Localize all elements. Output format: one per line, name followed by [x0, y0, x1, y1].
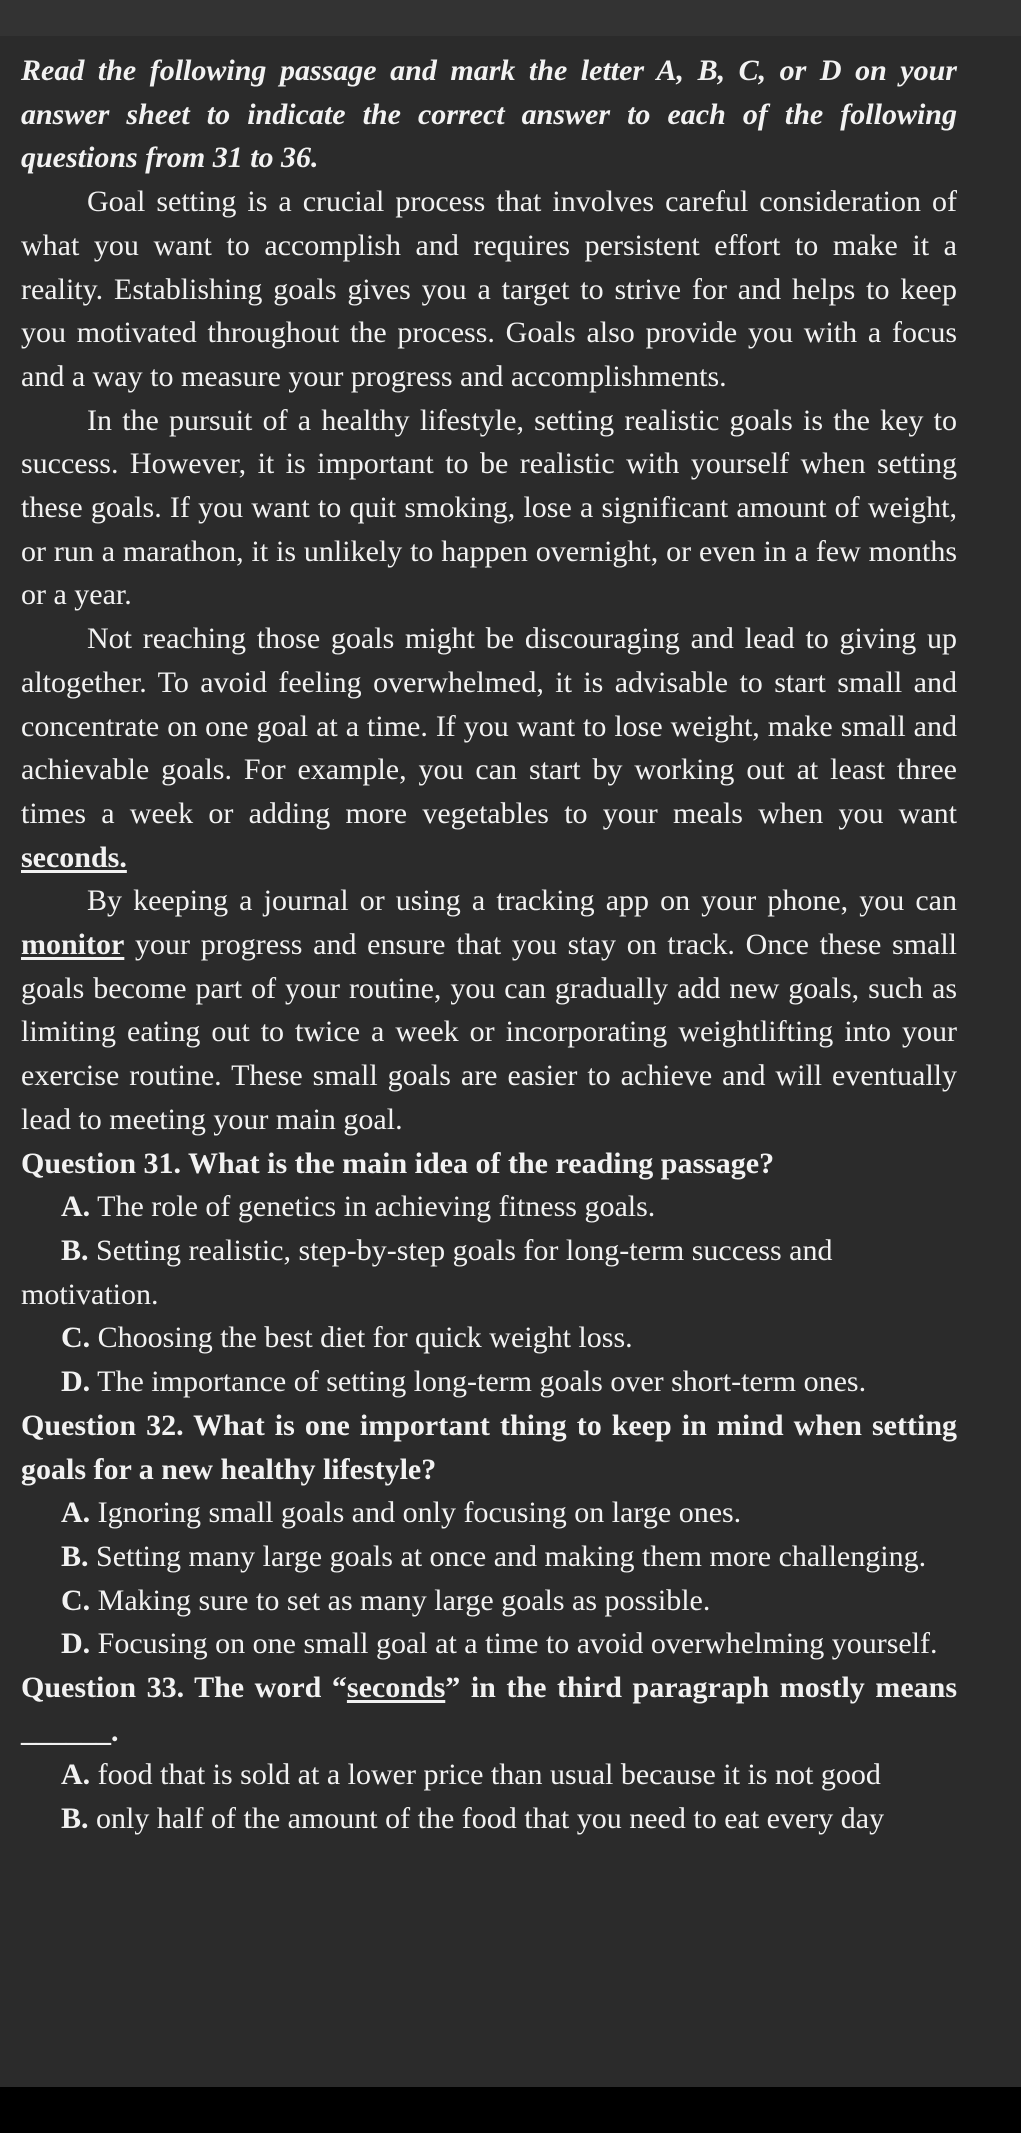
question-33-stem-end: ” in the third paragraph mostly means ______. [21, 1671, 957, 1748]
question-31-option-b[interactable] [21, 1229, 957, 1316]
question-32-option-a[interactable] [21, 1491, 957, 1535]
question-31-option-a[interactable] [21, 1185, 957, 1229]
bottom-bar [0, 2087, 1021, 2133]
option-text: Making sure to set as many large goals as possible. [90, 1583, 711, 1617]
question-32-stem: Question 32. What is one important thing to keep in mind when setting goals for a new healthy lifestyle? [21, 1408, 957, 1486]
document-content [21, 49, 957, 1841]
question-32-option-b[interactable] [21, 1535, 957, 1579]
question-33-option-a[interactable] [21, 1753, 957, 1797]
question-31-option-d[interactable] [21, 1360, 957, 1404]
option-letter: A. [61, 1496, 91, 1530]
paragraph-3-text: Not reaching those goals might be discouraging and lead to giving up altogether. To avoid feeling overwhelmed, it is advisable to start small and concentrate on one goal at a time. If you want to lose weight, make small and achievable goals. For example, you can start by working out at least three times a week or adding more vegetables to your meals when you want [21, 622, 957, 830]
passage-paragraph-2: In the pursuit of a healthy lifestyle, setting realistic goals is the key to success. However, it is important to be realistic with yourself when setting these goals. If you want to quit smoking, lose a significant amount of weight, or run a marathon, it is unlikely to happen overnight, or even in a few months or a year. [21, 403, 957, 612]
question-32-option-d[interactable] [21, 1622, 957, 1666]
paragraph-4-text-start: By keeping a journal or using a tracking app on your phone, you can [87, 884, 957, 918]
top-bar [0, 0, 1021, 36]
question-33-stem-start: Question 33. The word “ [21, 1671, 347, 1705]
paragraph-4-text-end: your progress and ensure that you stay on track. Once these small goals become part of your routine, you can gradually add new goals, such as limiting eating out to twice a week or incorporating weightlifting into your exercise routine. These small goals are easier to achieve and will eventually lead to meeting your main goal. [21, 928, 957, 1136]
passage-paragraph-3 [21, 617, 957, 879]
option-text: Setting realistic, step-by-step goals for long-term success and motivation. [21, 1233, 833, 1311]
underlined-word-seconds-q33: seconds [346, 1671, 446, 1705]
question-32-option-c[interactable] [21, 1579, 957, 1623]
option-text: Ignoring small goals and only focusing on large ones. [90, 1496, 742, 1530]
instruction: Read the following passage and mark the letter A, B, C, or D on your answer sheet to indicate the correct answer to each of the following questions from 31 to 36. [21, 54, 957, 175]
question-33-stem [21, 1666, 957, 1753]
option-letter: D. [61, 1627, 91, 1661]
option-text: food that is sold at a lower price than usual because it is not good [90, 1758, 881, 1792]
option-text: only half of the amount of the food that you need to eat every day [88, 1802, 885, 1836]
option-letter: B. [61, 1802, 89, 1836]
question-31-stem: Question 31. What is the main idea of the reading passage? [21, 1146, 775, 1180]
passage-paragraph-1: Goal setting is a crucial process that involves careful consideration of what you want to accomplish and requires persistent effort to make it a reality. Establishing goals gives you a target to strive for and helps to keep you motivated throughout the process. Goals also provide you with a focus and a way to measure your progress and accomplishments. [21, 185, 957, 393]
option-text: The role of genetics in achieving fitness goals. [90, 1190, 656, 1224]
option-letter: B. [61, 1539, 89, 1573]
option-letter: A. [61, 1190, 91, 1224]
option-text: The importance of setting long-term goals over short-term ones. [90, 1365, 867, 1399]
option-text: Choosing the best diet for quick weight loss. [90, 1321, 633, 1355]
option-letter: B. [61, 1233, 89, 1267]
option-text: Setting many large goals at once and making them more challenging. [88, 1539, 927, 1573]
option-text: Focusing on one small goal at a time to avoid overwhelming yourself. [90, 1627, 938, 1661]
option-letter: D. [61, 1365, 91, 1399]
option-letter: A. [61, 1758, 91, 1792]
question-31-option-c[interactable] [21, 1316, 957, 1360]
passage-paragraph-4 [21, 879, 957, 1141]
underlined-word-seconds: seconds. [21, 840, 127, 874]
question-33-option-b[interactable] [21, 1797, 957, 1841]
underlined-word-monitor: monitor [21, 928, 125, 962]
option-letter: C. [61, 1583, 91, 1617]
option-letter: C. [61, 1321, 91, 1355]
